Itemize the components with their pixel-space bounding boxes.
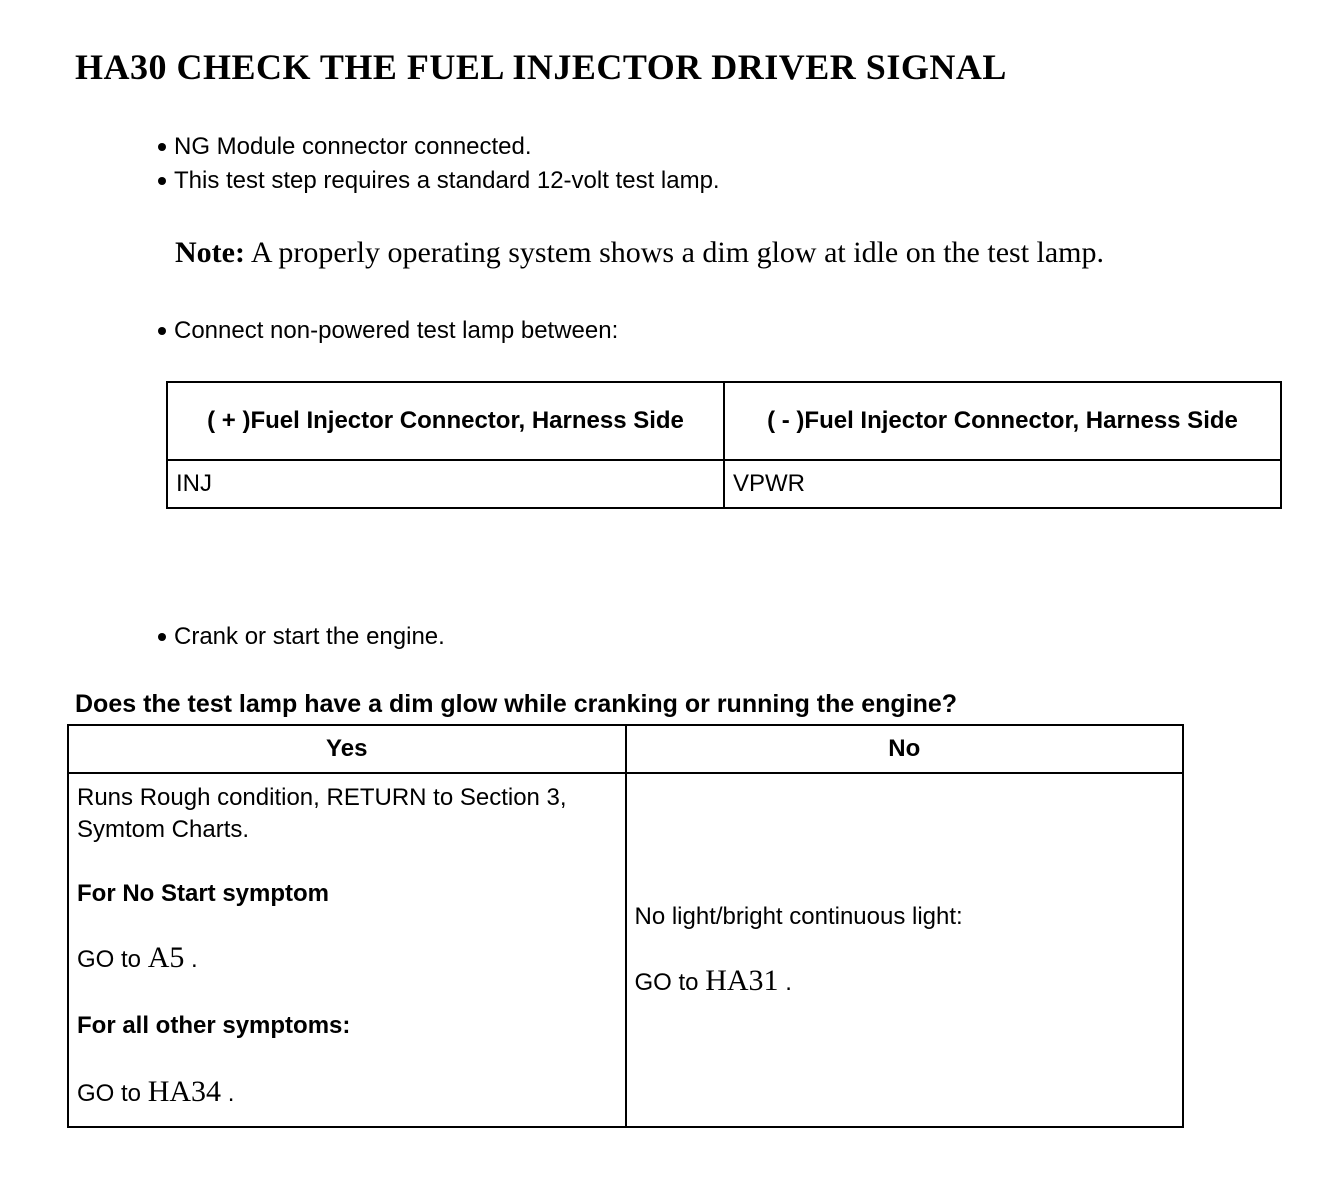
positive-lead-value: INJ [167, 460, 724, 508]
yes-cell [68, 773, 626, 1127]
table-header-row [167, 382, 1281, 460]
list-item: This test step requires a standard 12-volt test lamp. [158, 164, 720, 198]
result-table [67, 724, 1184, 1128]
connection-table [166, 381, 1282, 509]
table-header-row [68, 725, 1183, 773]
positive-lead-header: ( + )Fuel Injector Connector, Harness Side [167, 382, 724, 460]
no-condition: No light/bright continuous light: [634, 903, 963, 930]
connect-instruction-list [158, 314, 618, 348]
no-go: GO to HA31 . [634, 964, 792, 997]
go-to-ha31-link[interactable]: HA31 [705, 964, 779, 997]
list-item: Connect non-powered test lamp between: [158, 314, 618, 348]
table-row [68, 773, 1183, 1127]
no-start-go: GO to A5 . [77, 941, 198, 974]
yes-intro: Runs Rough condition, RETURN to Section 3, Symtom Charts. [77, 784, 567, 843]
bullet-icon [158, 177, 166, 185]
bullet-icon [158, 143, 166, 151]
page-title: HA30 CHECK THE FUEL INJECTOR DRIVER SIGNAL [75, 47, 1007, 87]
go-to-ha34-link[interactable]: HA34 [147, 1075, 222, 1108]
preconditions-list [158, 130, 720, 198]
no-start-heading: For No Start symptom [77, 880, 330, 907]
other-symptoms-heading: For all other symptoms: [77, 1012, 351, 1039]
go-to-a5-link[interactable]: A5 [147, 941, 185, 974]
other-symptoms-go: GO to HA34 . [77, 1075, 235, 1108]
no-header: No [626, 725, 1184, 773]
note [175, 236, 1104, 270]
yes-header: Yes [68, 725, 626, 773]
note-text: A properly operating system shows a dim glow at idle on the test lamp. [244, 236, 1105, 269]
table-row [167, 460, 1281, 508]
bullet-icon [158, 327, 166, 335]
bullet-icon [158, 633, 166, 641]
crank-instruction-list [158, 620, 445, 654]
note-label: Note: [175, 236, 245, 269]
question: Does the test lamp have a dim glow while cranking or running the engine? [75, 690, 958, 718]
no-cell [626, 773, 1184, 1127]
list-item: NG Module connector connected. [158, 130, 720, 164]
negative-lead-value: VPWR [724, 460, 1281, 508]
list-item: Crank or start the engine. [158, 620, 445, 654]
negative-lead-header: ( - )Fuel Injector Connector, Harness Side [724, 382, 1281, 460]
